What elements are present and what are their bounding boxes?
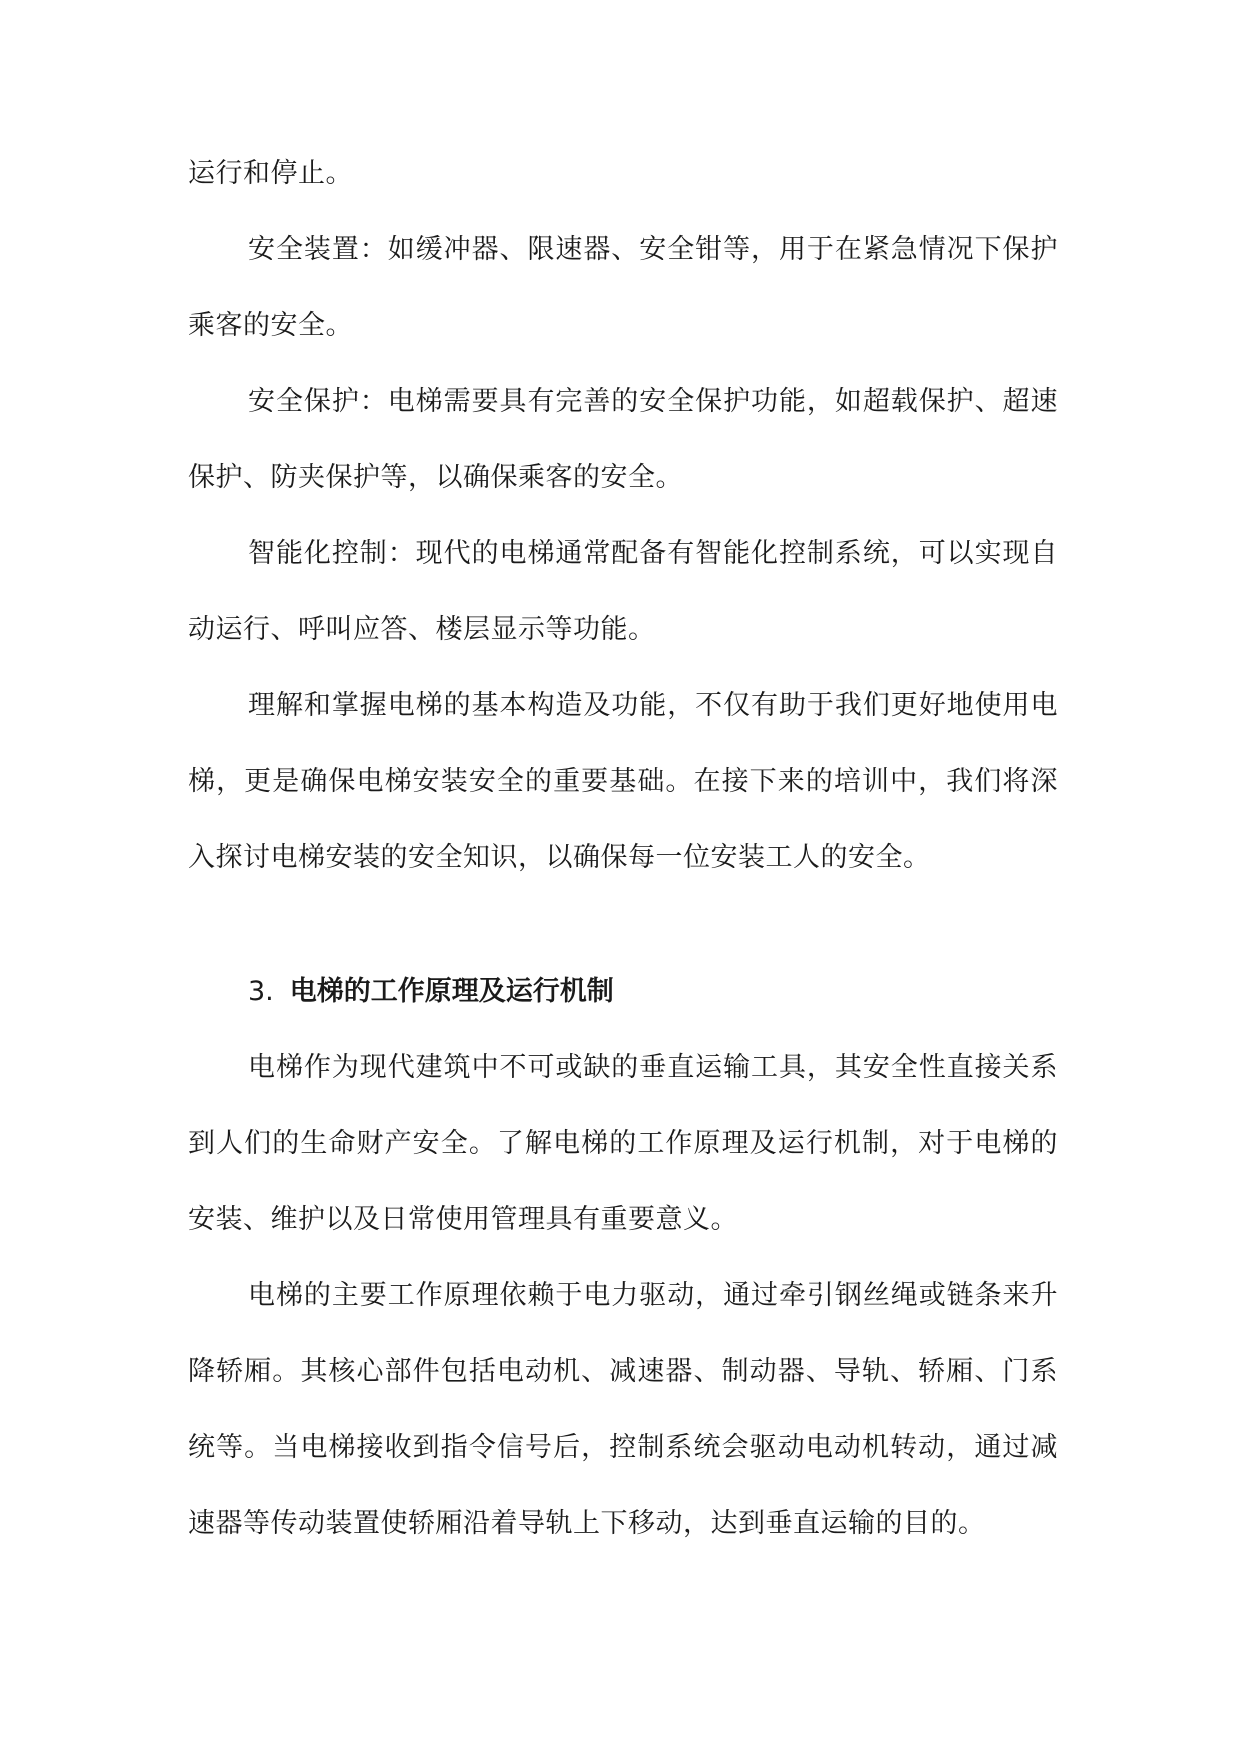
paragraph-safety-devices: 安全装置：如缓冲器、限速器、安全钳等，用于在紧急情况下保护乘客的安全。 [188, 234, 1058, 341]
section-number: 3. [248, 976, 274, 1007]
paragraph-continuation: 运行和停止。 [188, 158, 353, 189]
paragraph-working-principle: 电梯的主要工作原理依赖于电力驱动，通过牵引钢丝绳或链条来升降轿厢。其核心部件包括电动机、减速器、制动器、导轨、轿厢、门系统等。当电梯接收到指令信号后，控制系统会驱动电动机转动，通过减速器等传动装置使轿厢沿着导轨上下移动，达到垂直运输的目的。 [188, 1280, 1058, 1539]
section-heading [188, 954, 1058, 1030]
document-page [188, 136, 1058, 1562]
paragraph-intelligent-control: 智能化控制：现代的电梯通常配备有智能化控制系统，可以实现自动运行、呼叫应答、楼层显示等功能。 [188, 538, 1058, 645]
paragraph-intro: 电梯作为现代建筑中不可或缺的垂直运输工具，其安全性直接关系到人们的生命财产安全。了解电梯的工作原理及运行机制，对于电梯的安装、维护以及日常使用管理具有重要意义。 [188, 1052, 1058, 1235]
paragraph-safety-protection: 安全保护：电梯需要具有完善的安全保护功能，如超载保护、超速保护、防夹保护等，以确保乘客的安全。 [188, 386, 1058, 493]
paragraph-summary: 理解和掌握电梯的基本构造及功能，不仅有助于我们更好地使用电梯，更是确保电梯安装安全的重要基础。在接下来的培训中，我们将深入探讨电梯安装的安全知识，以确保每一位安装工人的安全。 [188, 690, 1058, 873]
section-title: 电梯的工作原理及运行机制 [289, 976, 614, 1007]
